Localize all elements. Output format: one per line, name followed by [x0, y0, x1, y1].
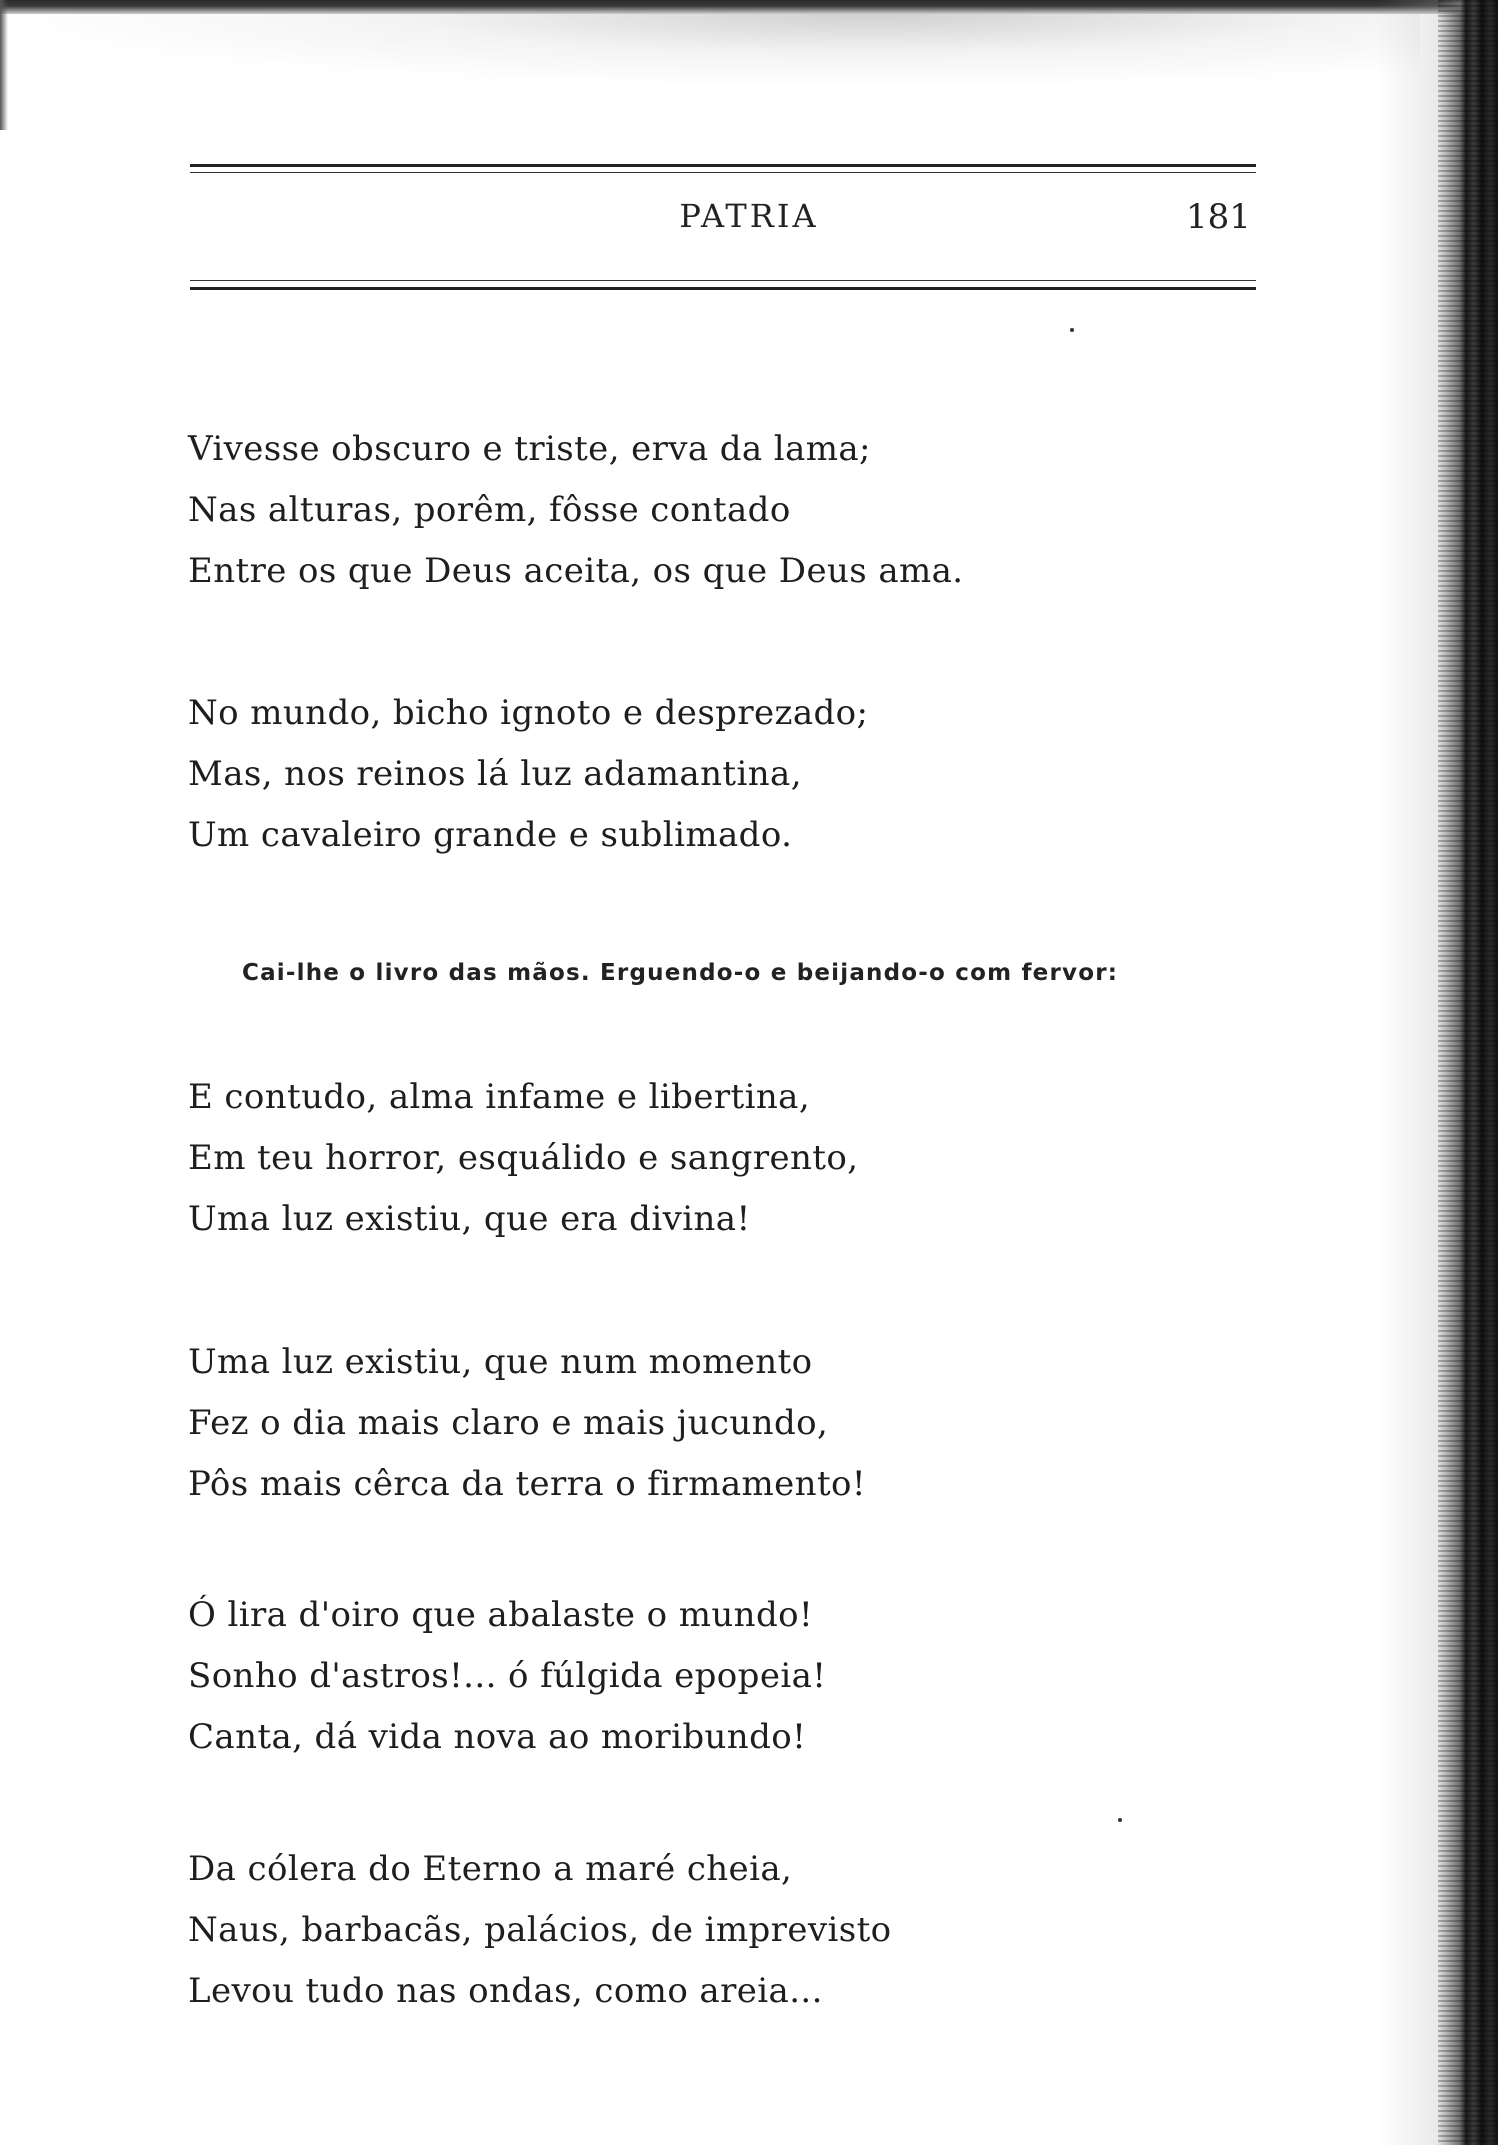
verse-line: No mundo, bicho ignoto e desprezado;	[188, 693, 869, 733]
ink-speck	[1070, 328, 1074, 332]
verse-line: Fez o dia mais claro e mais jucundo,	[188, 1403, 829, 1443]
page-top-edge-shadow	[0, 0, 1498, 14]
verse-line: Levou tudo nas ondas, como areia...	[188, 1971, 823, 2011]
verse-line: Mas, nos reinos lá luz adamantina,	[188, 754, 802, 794]
page-number: 181	[1186, 197, 1251, 237]
verse-line: Sonho d'astros!... ó fúlgida epopeia!	[188, 1656, 827, 1696]
verse-line: Canta, dá vida nova ao moribundo!	[188, 1717, 807, 1757]
header-rule-top-thin	[190, 172, 1256, 173]
page-left-edge-shadow	[0, 0, 8, 130]
ink-speck	[1118, 1818, 1122, 1822]
verse-line: E contudo, alma infame e libertina,	[188, 1077, 811, 1117]
verse-line: Ó lira d'oiro que abalaste o mundo!	[188, 1595, 814, 1635]
verse-line: Um cavaleiro grande e sublimado.	[188, 815, 793, 855]
verse-line: Pôs mais cêrca da terra o firmamento!	[188, 1464, 866, 1504]
header-rule-top	[190, 164, 1256, 167]
verse-line: Naus, barbacãs, palácios, de imprevisto	[188, 1910, 892, 1950]
header-rule-bottom-thin	[190, 280, 1256, 281]
verse-line: Em teu horror, esquálido e sangrento,	[188, 1138, 859, 1178]
stage-direction: Cai-lhe o livro das mãos. Erguendo-o e beijando-o com fervor:	[242, 960, 1119, 986]
verse-line: Entre os que Deus aceita, os que Deus ama.	[188, 551, 964, 591]
verse-line: Uma luz existiu, que num momento	[188, 1342, 813, 1382]
verse-line: Vivesse obscuro e triste, erva da lama;	[188, 429, 871, 469]
verse-line: Uma luz existiu, que era divina!	[188, 1199, 751, 1239]
book-binding-edge	[1438, 0, 1498, 2145]
verse-line: Nas alturas, porêm, fôsse contado	[188, 490, 791, 530]
page-top-smudge	[40, 14, 1420, 84]
running-header-title: PATRIA	[679, 197, 819, 235]
binding-gutter-shade	[1378, 0, 1438, 2145]
verse-line: Da cólera do Eterno a maré cheia,	[188, 1849, 793, 1889]
header-rule-bottom	[190, 287, 1256, 290]
